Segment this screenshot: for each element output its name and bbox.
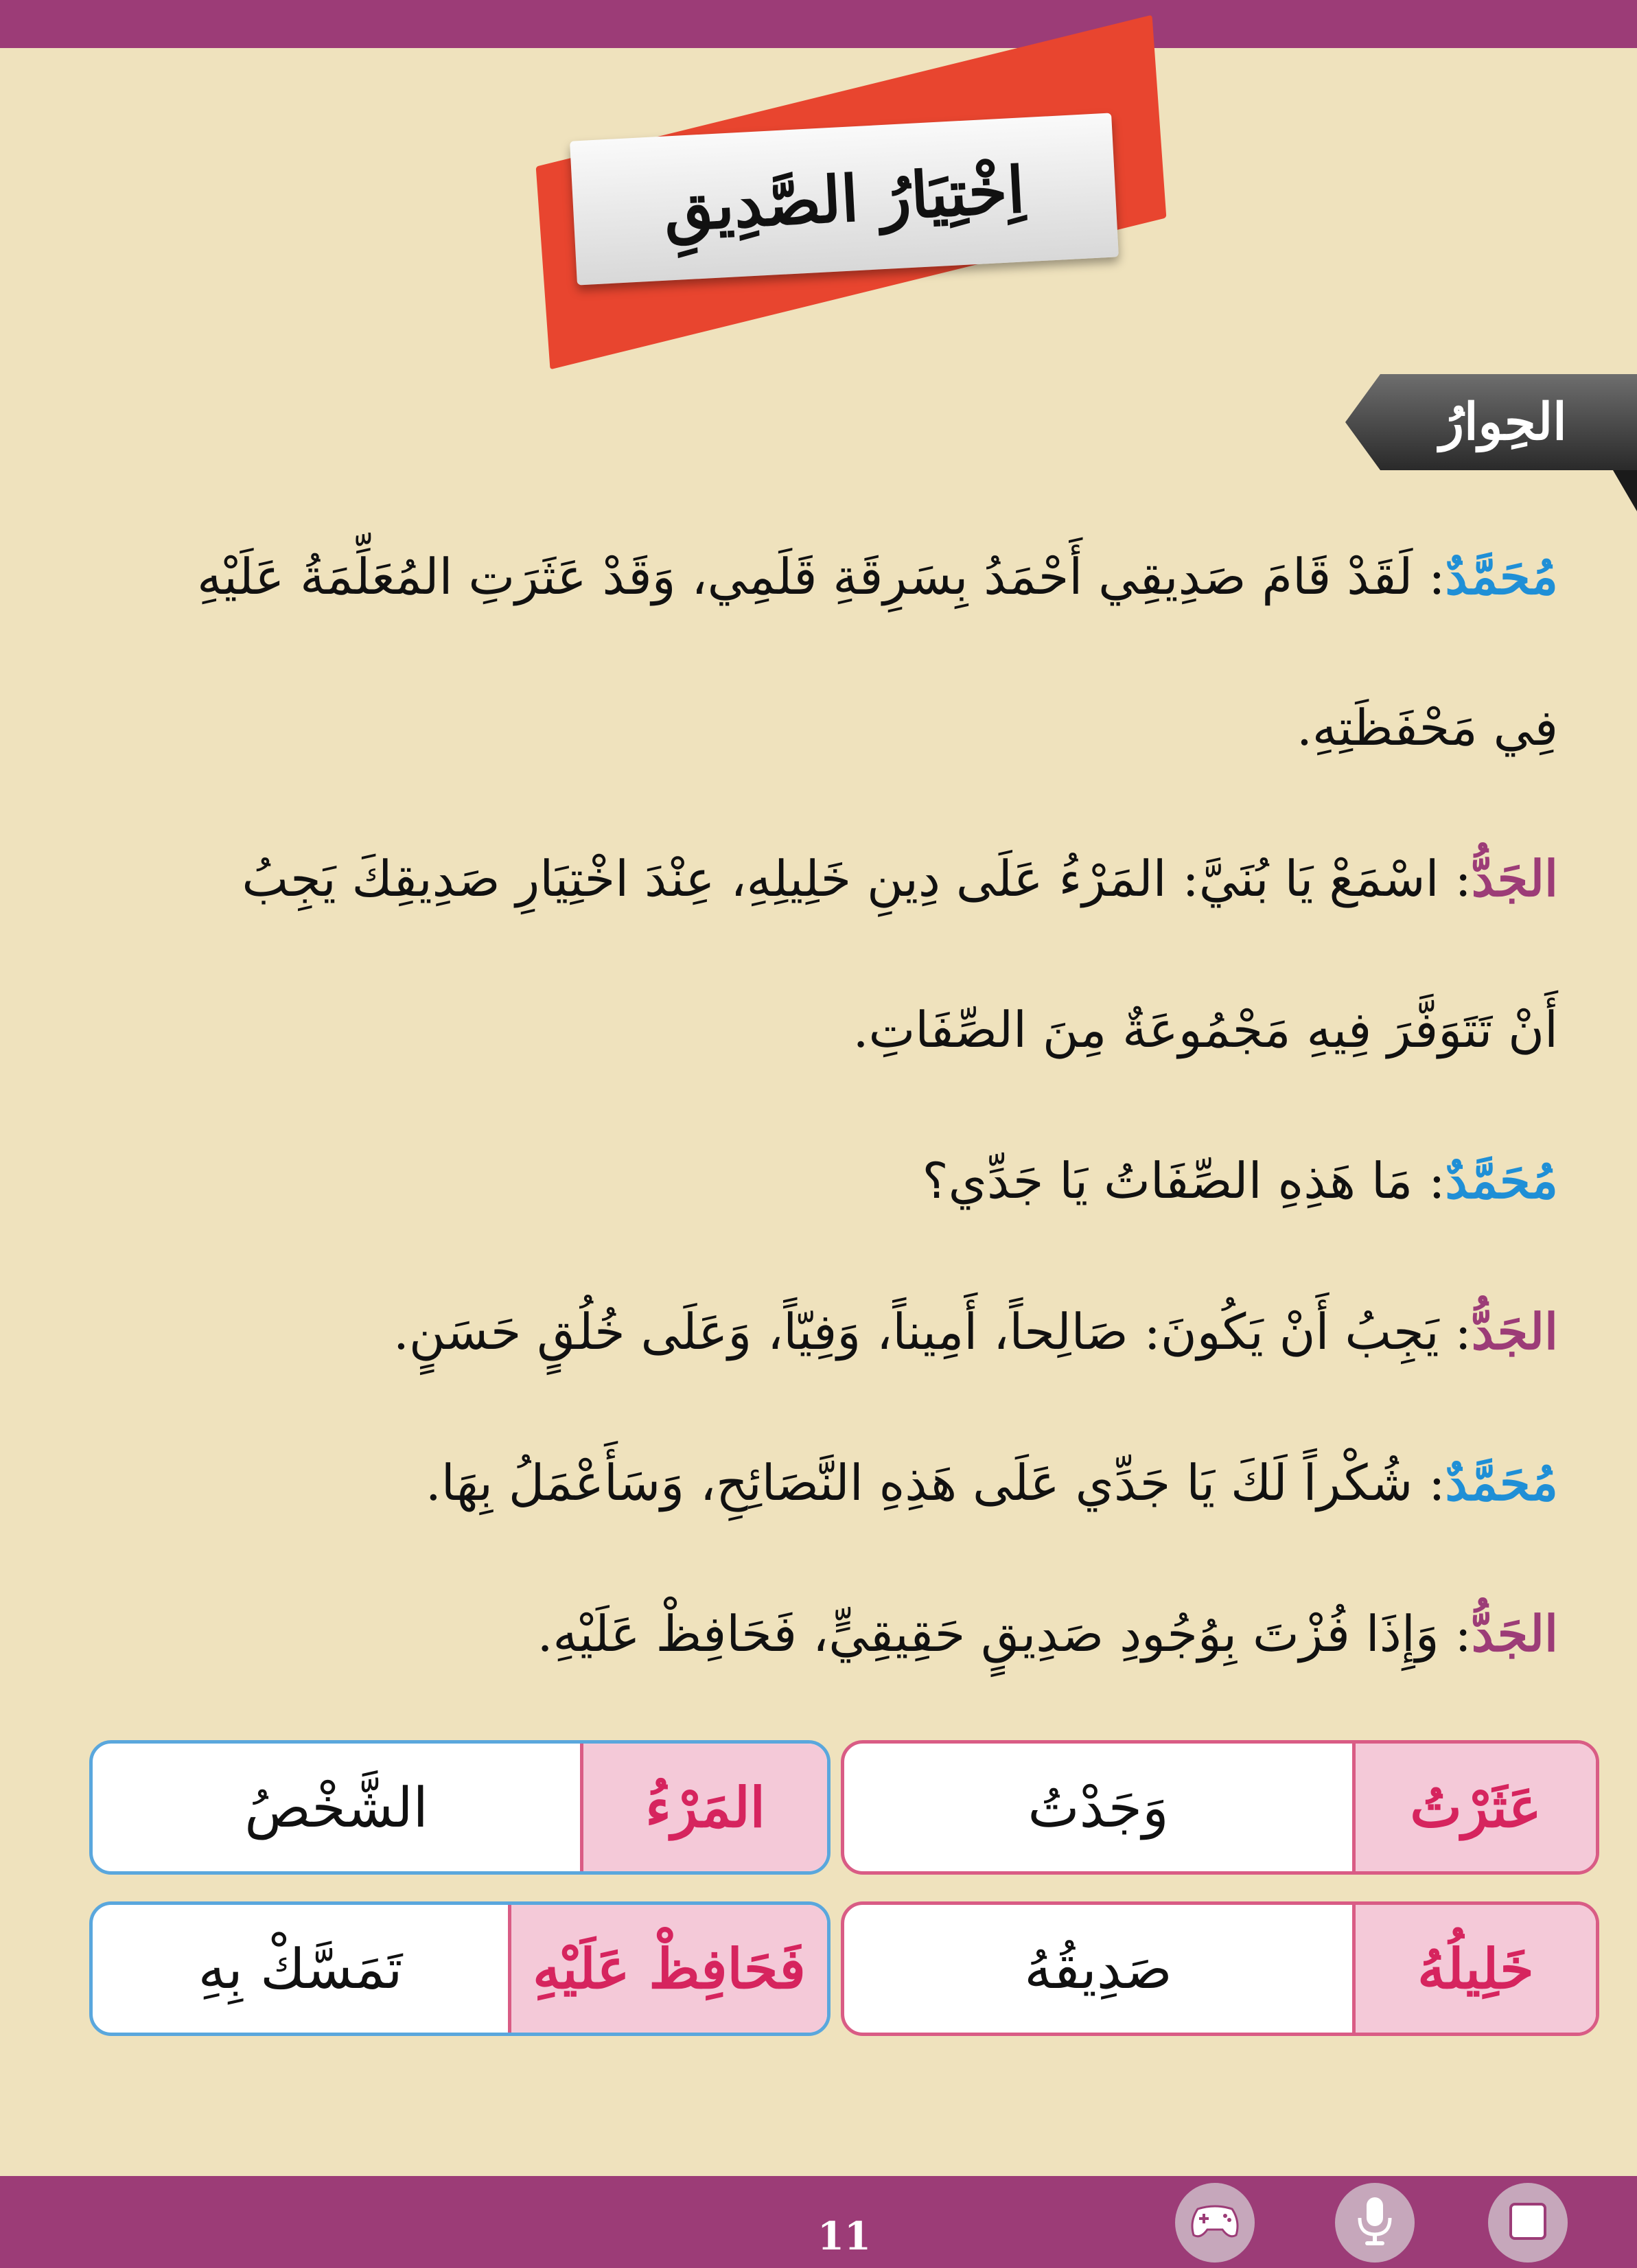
speaker-separator: :	[1439, 850, 1472, 907]
speaker-name: مُحَمَّدٌ	[1445, 1453, 1558, 1512]
speaker-name: مُحَمَّدٌ	[1445, 547, 1558, 605]
vocab-meaning: وَجَدْتُ	[1028, 1775, 1169, 1840]
dialogue-line	[103, 954, 1558, 1105]
page-title: اِخْتِيَارُ الصَّدِيقِ	[662, 152, 1027, 246]
vocab-word: المَرْءُ	[580, 1744, 827, 1871]
section-tab-fold	[1613, 470, 1637, 511]
vocab-word: خَلِيلُهُ	[1352, 1905, 1596, 2033]
page-number: 11	[817, 2214, 871, 2259]
vocab-meaning: الشَّخْصُ	[244, 1775, 428, 1840]
dialogue-line	[103, 501, 1558, 652]
speaker-separator: :	[1413, 1454, 1446, 1512]
vocab-word: فَحَافِظْ عَلَيْهِ	[508, 1905, 827, 2033]
speaker-separator: :	[1439, 1605, 1472, 1663]
speaker-separator: :	[1413, 1152, 1446, 1210]
dialogue-text: مَا هَذِهِ الصِّفَاتُ يَا جَدِّي؟	[922, 1152, 1413, 1210]
microphone-icon	[1354, 2196, 1395, 2249]
vocab-meaning: صَدِيقُهُ	[1024, 1936, 1172, 2001]
vocab-card	[841, 1901, 1599, 2036]
vocab-card	[89, 1901, 831, 2036]
gamepad-icon	[1188, 2202, 1242, 2243]
section-label: الحِوارُ	[1439, 393, 1567, 452]
dialogue-text: فِي مَحْفَظَتِهِ.	[1296, 699, 1558, 756]
speaker-name: مُحَمَّدٌ	[1445, 1151, 1558, 1210]
vocab-card	[89, 1740, 831, 1875]
dialogue	[103, 501, 1558, 1709]
top-border	[0, 0, 1637, 48]
speaker-name: الجَدُّ	[1471, 1604, 1558, 1663]
speaker-name: الجَدُّ	[1471, 1302, 1558, 1361]
vocab-word: عَثَرْتُ	[1352, 1744, 1596, 1871]
speaker-separator: :	[1413, 548, 1446, 605]
stop-icon	[1508, 2201, 1548, 2244]
dialogue-text: شُكْراً لَكَ يَا جَدِّي عَلَى هَذِهِ النَّصَائِحِ، وَسَأَعْمَلُ بِهَا.	[425, 1454, 1413, 1512]
dialogue-line	[103, 1558, 1558, 1709]
dialogue-text: يَجِبُ أَنْ يَكُونَ: صَالِحاً، أَمِيناً، وَفِيّاً، وَعَلَى خُلُقٍ حَسَنٍ.	[393, 1303, 1439, 1361]
dialogue-text: اسْمَعْ يَا بُنَيَّ: المَرْءُ عَلَى دِينِ خَلِيلِهِ، عِنْدَ اخْتِيَارِ صَدِيقِكَ يَجِبُ	[242, 850, 1439, 907]
dialogue-line	[103, 1407, 1558, 1558]
dialogue-line	[103, 803, 1558, 954]
record-button[interactable]	[1335, 2183, 1415, 2263]
stop-button[interactable]	[1488, 2183, 1568, 2263]
dialogue-text: لَقَدْ قَامَ صَدِيقِي أَحْمَدُ بِسَرِقَةِ قَلَمِي، وَقَدْ عَثَرَتِ المُعَلِّمَةُ عَلَيْهِ	[197, 548, 1413, 605]
speaker-separator: :	[1439, 1303, 1472, 1361]
dialogue-line	[103, 1256, 1558, 1407]
game-button[interactable]	[1175, 2183, 1255, 2263]
dialogue-text: أَنْ تَتَوَفَّرَ فِيهِ مَجْمُوعَةٌ مِنَ الصِّفَاتِ.	[852, 1001, 1558, 1058]
dialogue-line	[103, 652, 1558, 803]
dialogue-text: وَإِذَا فُزْتَ بِوُجُودِ صَدِيقٍ حَقِيقِيٍّ، فَحَافِظْ عَلَيْهِ.	[537, 1605, 1439, 1663]
speaker-name: الجَدُّ	[1471, 849, 1558, 907]
vocab-card	[841, 1740, 1599, 1875]
vocab-meaning: تَمَسَّكْ بِهِ	[198, 1936, 403, 2001]
dialogue-line	[103, 1105, 1558, 1256]
